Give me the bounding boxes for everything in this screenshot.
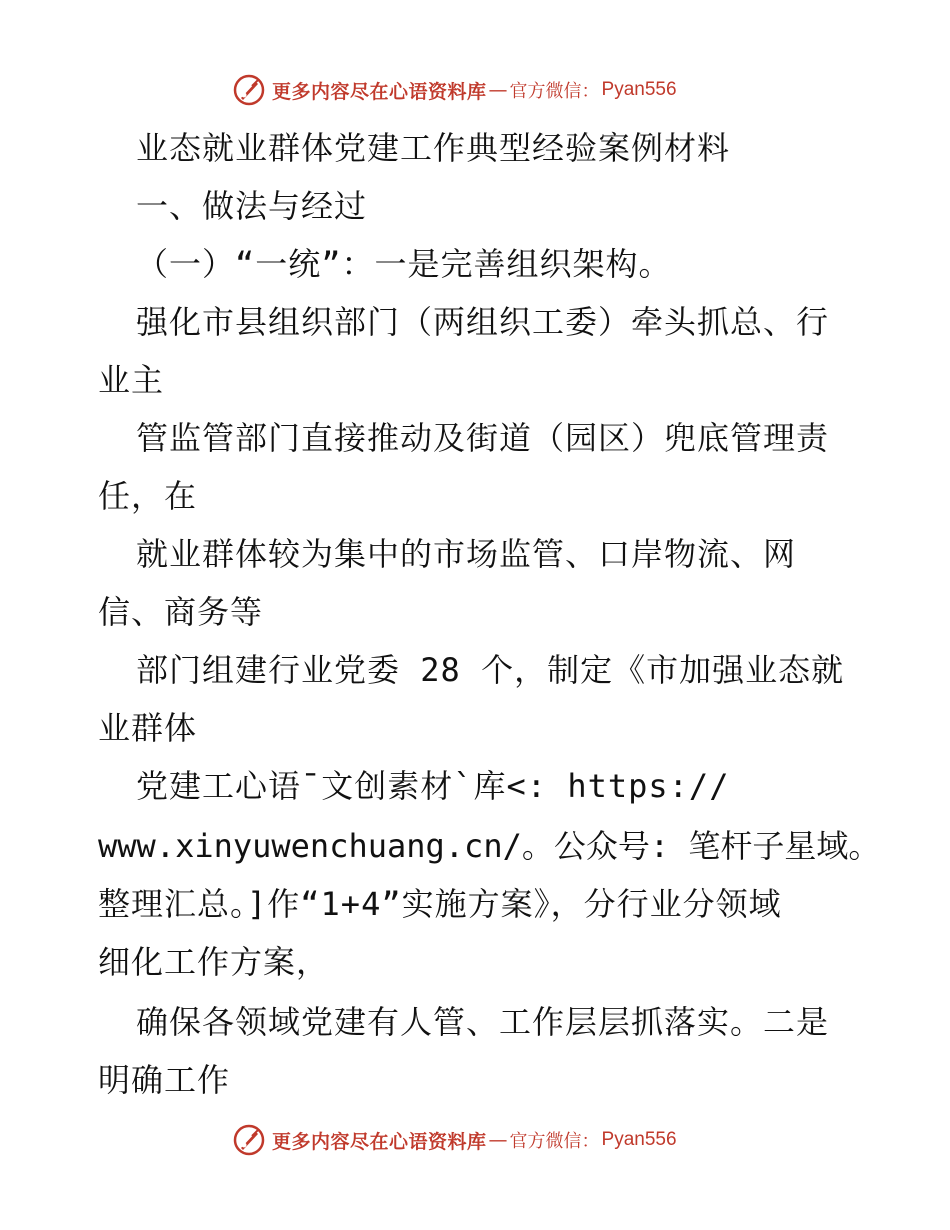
watermark-wechat-label: 官方微信： — [509, 81, 600, 102]
watermark-separator: — — [488, 79, 508, 101]
body-line: 细化工作方案， — [98, 943, 330, 981]
watermark-wechat-id: Pyan556 — [601, 1129, 677, 1150]
header-watermark — [232, 72, 712, 108]
watermark-text: 更多内容尽在心语资料库 — [272, 1130, 487, 1153]
watermark-wechat-label: 官方微信： — [509, 1131, 600, 1152]
body-line: 就业群体较为集中的市场监管、口岸物流、网 — [136, 535, 797, 573]
quill-seal-icon — [232, 1123, 266, 1157]
watermark-text: 更多内容尽在心语资料库 — [272, 80, 487, 103]
watermark-separator: — — [488, 1129, 508, 1151]
section-heading: 一、做法与经过 — [136, 187, 368, 225]
body-line: 任，在 — [98, 477, 198, 515]
subsection-heading: （一）“一统”：一是完善组织架构。 — [136, 245, 672, 283]
footer-watermark — [232, 1122, 712, 1158]
body-line: 业主 — [98, 361, 165, 399]
watermark-wechat-id: Pyan556 — [601, 79, 677, 100]
body-line: www.xinyuwenchuang.cn/。公众号: 笔杆子星域。 — [98, 827, 881, 865]
body-line: 明确工作 — [98, 1061, 231, 1099]
body-line: 确保各领域党建有人管、工作层层抓落实。二是 — [136, 1003, 830, 1041]
body-line: 业群体 — [98, 709, 198, 747]
body-line: 整理汇总。]作“1+4”实施方案》，分行业分领域 — [98, 885, 782, 923]
quill-seal-icon — [232, 73, 266, 107]
body-line: 部门组建行业党委 28 个，制定《市加强业态就 — [136, 651, 845, 689]
body-line: 强化市县组织部门（两组织工委）牵头抓总、行 — [136, 303, 830, 341]
body-line: 党建工心语¯文创素材`库<: https:// — [136, 767, 730, 805]
body-line: 信、商务等 — [98, 593, 264, 631]
document-title: 业态就业群体党建工作典型经验案例材料 — [136, 129, 731, 167]
body-line: 管监管部门直接推动及街道（园区）兜底管理责 — [136, 419, 830, 457]
